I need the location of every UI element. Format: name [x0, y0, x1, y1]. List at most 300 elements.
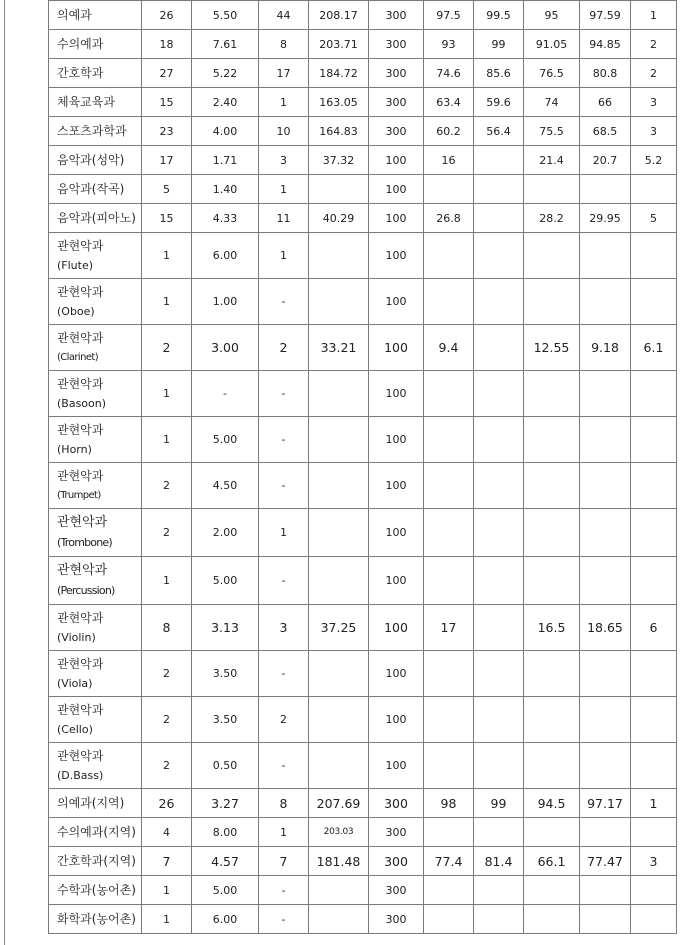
- value-cell: 4.50: [192, 463, 259, 509]
- value-cell: [524, 233, 580, 279]
- value-cell: 1: [259, 175, 309, 204]
- value-cell: [309, 651, 369, 697]
- value-cell: 26: [142, 789, 192, 818]
- value-cell: [631, 697, 677, 743]
- department-name: 스포츠과학과: [57, 124, 127, 138]
- value-cell: 5: [631, 204, 677, 233]
- department-name-cell: [49, 847, 142, 876]
- department-name: 관현악과: [57, 422, 104, 437]
- value-cell: 207.69: [309, 789, 369, 818]
- value-cell: [424, 233, 474, 279]
- value-cell: [631, 743, 677, 789]
- value-cell: -: [259, 279, 309, 325]
- value-cell: [309, 876, 369, 905]
- value-cell: 2: [631, 59, 677, 88]
- value-cell: 208.17: [309, 1, 369, 30]
- value-cell: 99: [474, 30, 524, 59]
- value-cell: [580, 557, 631, 605]
- value-cell: 2: [259, 697, 309, 743]
- value-cell: 21.4: [524, 146, 580, 175]
- value-cell: -: [259, 743, 309, 789]
- value-cell: 20.7: [580, 146, 631, 175]
- table-row: [49, 557, 677, 605]
- value-cell: [524, 905, 580, 934]
- department-name-cell: [49, 651, 142, 697]
- table-row: [49, 325, 677, 371]
- table-row: [49, 463, 677, 509]
- value-cell: 0.50: [192, 743, 259, 789]
- value-cell: 10: [259, 117, 309, 146]
- value-cell: 100: [369, 279, 424, 325]
- value-cell: 5.50: [192, 1, 259, 30]
- value-cell: 94.85: [580, 30, 631, 59]
- value-cell: [474, 818, 524, 847]
- value-cell: 1: [259, 818, 309, 847]
- value-cell: 300: [369, 30, 424, 59]
- value-cell: [631, 557, 677, 605]
- value-cell: [424, 557, 474, 605]
- department-subtitle: (D.Bass): [57, 768, 104, 782]
- value-cell: 1: [631, 789, 677, 818]
- value-cell: 8: [142, 605, 192, 651]
- value-cell: 203.03: [309, 818, 369, 847]
- value-cell: 6.00: [192, 905, 259, 934]
- value-cell: [424, 697, 474, 743]
- value-cell: [524, 509, 580, 557]
- value-cell: 8: [259, 30, 309, 59]
- value-cell: 27: [142, 59, 192, 88]
- department-name: 관현악과: [57, 468, 104, 483]
- admission-results-table: [48, 0, 677, 934]
- value-cell: 6.00: [192, 233, 259, 279]
- value-cell: 1: [142, 233, 192, 279]
- value-cell: 3.27: [192, 789, 259, 818]
- department-name-cell: [49, 697, 142, 743]
- value-cell: 99: [474, 789, 524, 818]
- value-cell: 100: [369, 204, 424, 233]
- value-cell: [524, 371, 580, 417]
- department-name: 간호학과: [57, 66, 104, 80]
- value-cell: 1.00: [192, 279, 259, 325]
- value-cell: 11: [259, 204, 309, 233]
- table-row: [49, 876, 677, 905]
- value-cell: [631, 233, 677, 279]
- value-cell: 300: [369, 88, 424, 117]
- value-cell: 4: [142, 818, 192, 847]
- table-row: [49, 847, 677, 876]
- value-cell: 2: [259, 325, 309, 371]
- department-name: 관현악과: [57, 514, 108, 530]
- table-row: [49, 88, 677, 117]
- department-name: 체육교육과: [57, 95, 115, 109]
- value-cell: 44: [259, 1, 309, 30]
- value-cell: [631, 417, 677, 463]
- value-cell: 94.5: [524, 789, 580, 818]
- value-cell: 300: [369, 1, 424, 30]
- value-cell: 184.72: [309, 59, 369, 88]
- value-cell: 16.5: [524, 605, 580, 651]
- value-cell: 3.00: [192, 325, 259, 371]
- value-cell: 12.55: [524, 325, 580, 371]
- value-cell: 3: [631, 847, 677, 876]
- department-name-cell: [49, 325, 142, 371]
- department-name-cell: [49, 146, 142, 175]
- value-cell: -: [192, 371, 259, 417]
- value-cell: 98: [424, 789, 474, 818]
- department-subtitle: (Clarinet): [57, 351, 98, 363]
- value-cell: 2: [142, 697, 192, 743]
- value-cell: 100: [369, 146, 424, 175]
- value-cell: 300: [369, 847, 424, 876]
- department-subtitle: (Percussion): [57, 583, 115, 597]
- value-cell: 59.6: [474, 88, 524, 117]
- value-cell: 1: [259, 88, 309, 117]
- value-cell: [474, 743, 524, 789]
- department-subtitle: (Viola): [57, 676, 93, 690]
- value-cell: [424, 463, 474, 509]
- value-cell: 4.00: [192, 117, 259, 146]
- department-name: 관현악과: [57, 376, 104, 391]
- value-cell: 97.5: [424, 1, 474, 30]
- value-cell: 28.2: [524, 204, 580, 233]
- department-name: 관현악과: [57, 656, 104, 671]
- value-cell: 1.40: [192, 175, 259, 204]
- table-row: [49, 605, 677, 651]
- value-cell: [580, 743, 631, 789]
- value-cell: [424, 175, 474, 204]
- table-row: [49, 651, 677, 697]
- value-cell: [524, 743, 580, 789]
- department-name: 수의예과: [57, 37, 104, 51]
- value-cell: 3.13: [192, 605, 259, 651]
- value-cell: 163.05: [309, 88, 369, 117]
- value-cell: 15: [142, 88, 192, 117]
- value-cell: 300: [369, 876, 424, 905]
- value-cell: 100: [369, 557, 424, 605]
- department-subtitle: (Oboe): [57, 304, 95, 318]
- department-name: 관현악과: [57, 330, 104, 345]
- department-name: 관현악과: [57, 702, 104, 717]
- value-cell: 9.4: [424, 325, 474, 371]
- value-cell: 4.57: [192, 847, 259, 876]
- department-name: 간호학과(지역): [57, 854, 136, 868]
- value-cell: [580, 463, 631, 509]
- value-cell: [309, 463, 369, 509]
- value-cell: 5.2: [631, 146, 677, 175]
- value-cell: 16: [424, 146, 474, 175]
- department-name-cell: [49, 204, 142, 233]
- value-cell: 2: [142, 509, 192, 557]
- value-cell: 5.22: [192, 59, 259, 88]
- value-cell: [580, 905, 631, 934]
- value-cell: 100: [369, 651, 424, 697]
- table-row: [49, 279, 677, 325]
- value-cell: -: [259, 905, 309, 934]
- value-cell: [580, 876, 631, 905]
- value-cell: -: [259, 417, 309, 463]
- value-cell: [524, 651, 580, 697]
- value-cell: 2: [142, 325, 192, 371]
- department-name-cell: [49, 818, 142, 847]
- table-row: [49, 233, 677, 279]
- department-name-cell: [49, 509, 142, 557]
- table-row: [49, 417, 677, 463]
- department-name-cell: [49, 233, 142, 279]
- value-cell: [631, 905, 677, 934]
- value-cell: [309, 743, 369, 789]
- value-cell: 3: [631, 117, 677, 146]
- table-body: [49, 1, 677, 934]
- value-cell: [474, 175, 524, 204]
- department-name-cell: [49, 417, 142, 463]
- department-name: 관현악과: [57, 748, 104, 763]
- value-cell: 75.5: [524, 117, 580, 146]
- value-cell: 3.50: [192, 651, 259, 697]
- value-cell: 74: [524, 88, 580, 117]
- value-cell: 95: [524, 1, 580, 30]
- left-border-line: [4, 0, 5, 945]
- department-subtitle: (Trumpet): [57, 489, 101, 501]
- value-cell: [474, 557, 524, 605]
- value-cell: [631, 651, 677, 697]
- value-cell: 203.71: [309, 30, 369, 59]
- value-cell: [580, 371, 631, 417]
- value-cell: 37.25: [309, 605, 369, 651]
- department-subtitle: (Horn): [57, 442, 92, 456]
- department-name: 의예과: [57, 8, 92, 22]
- value-cell: [424, 743, 474, 789]
- value-cell: 1: [142, 557, 192, 605]
- value-cell: 68.5: [580, 117, 631, 146]
- value-cell: 18: [142, 30, 192, 59]
- value-cell: 181.48: [309, 847, 369, 876]
- value-cell: [474, 146, 524, 175]
- value-cell: [424, 417, 474, 463]
- value-cell: 66: [580, 88, 631, 117]
- value-cell: 76.5: [524, 59, 580, 88]
- value-cell: 3: [259, 146, 309, 175]
- value-cell: 93: [424, 30, 474, 59]
- value-cell: [474, 876, 524, 905]
- department-name: 의예과(지역): [57, 796, 125, 810]
- department-name-cell: [49, 117, 142, 146]
- department-subtitle: (Flute): [57, 258, 94, 272]
- value-cell: [424, 371, 474, 417]
- department-subtitle: (Basoon): [57, 396, 107, 410]
- value-cell: -: [259, 876, 309, 905]
- value-cell: 63.4: [424, 88, 474, 117]
- value-cell: 6.1: [631, 325, 677, 371]
- value-cell: 5.00: [192, 417, 259, 463]
- value-cell: 60.2: [424, 117, 474, 146]
- value-cell: 100: [369, 371, 424, 417]
- department-name-cell: [49, 905, 142, 934]
- value-cell: [474, 417, 524, 463]
- value-cell: 2.00: [192, 509, 259, 557]
- value-cell: 91.05: [524, 30, 580, 59]
- value-cell: 1: [142, 417, 192, 463]
- department-name-cell: [49, 59, 142, 88]
- value-cell: [424, 651, 474, 697]
- table-row: [49, 371, 677, 417]
- value-cell: 17: [259, 59, 309, 88]
- department-name-cell: [49, 279, 142, 325]
- value-cell: 7.61: [192, 30, 259, 59]
- value-cell: 100: [369, 233, 424, 279]
- department-name: 수의예과(지역): [57, 825, 136, 839]
- value-cell: [309, 371, 369, 417]
- value-cell: [309, 175, 369, 204]
- value-cell: 26: [142, 1, 192, 30]
- department-name-cell: [49, 605, 142, 651]
- value-cell: 1: [142, 279, 192, 325]
- value-cell: 1: [142, 371, 192, 417]
- value-cell: -: [259, 463, 309, 509]
- value-cell: 164.83: [309, 117, 369, 146]
- department-name-cell: [49, 876, 142, 905]
- value-cell: [524, 463, 580, 509]
- value-cell: 1: [142, 905, 192, 934]
- value-cell: [524, 557, 580, 605]
- value-cell: [474, 371, 524, 417]
- table-row: [49, 175, 677, 204]
- value-cell: [580, 233, 631, 279]
- value-cell: 300: [369, 59, 424, 88]
- value-cell: 2: [142, 743, 192, 789]
- department-name: 음악과(피아노): [57, 211, 136, 225]
- value-cell: 7: [259, 847, 309, 876]
- value-cell: 4.33: [192, 204, 259, 233]
- value-cell: [524, 697, 580, 743]
- table-row: [49, 818, 677, 847]
- value-cell: 2: [142, 651, 192, 697]
- value-cell: 8: [259, 789, 309, 818]
- value-cell: 100: [369, 463, 424, 509]
- department-name-cell: [49, 743, 142, 789]
- value-cell: [631, 818, 677, 847]
- value-cell: [631, 371, 677, 417]
- value-cell: 9.18: [580, 325, 631, 371]
- department-name: 수학과(농어촌): [57, 883, 136, 897]
- department-name: 관현악과: [57, 610, 104, 625]
- value-cell: 97.17: [580, 789, 631, 818]
- value-cell: 300: [369, 117, 424, 146]
- department-name-cell: [49, 789, 142, 818]
- value-cell: [524, 279, 580, 325]
- value-cell: 17: [142, 146, 192, 175]
- value-cell: [474, 233, 524, 279]
- value-cell: [424, 509, 474, 557]
- table-row: [49, 30, 677, 59]
- value-cell: 5.00: [192, 557, 259, 605]
- value-cell: 300: [369, 789, 424, 818]
- value-cell: [474, 905, 524, 934]
- department-name-cell: [49, 557, 142, 605]
- value-cell: 6: [631, 605, 677, 651]
- table-row: [49, 905, 677, 934]
- department-name-cell: [49, 88, 142, 117]
- table-row: [49, 146, 677, 175]
- value-cell: [474, 651, 524, 697]
- value-cell: [524, 876, 580, 905]
- value-cell: 100: [369, 743, 424, 789]
- value-cell: 77.47: [580, 847, 631, 876]
- value-cell: 29.95: [580, 204, 631, 233]
- value-cell: 2: [142, 463, 192, 509]
- table-row: [49, 509, 677, 557]
- department-subtitle: (Violin): [57, 630, 96, 644]
- value-cell: 1: [259, 509, 309, 557]
- value-cell: [309, 509, 369, 557]
- value-cell: [309, 557, 369, 605]
- value-cell: [424, 905, 474, 934]
- value-cell: [580, 417, 631, 463]
- table-row: [49, 59, 677, 88]
- value-cell: [424, 818, 474, 847]
- department-name-cell: [49, 175, 142, 204]
- value-cell: [309, 233, 369, 279]
- value-cell: 300: [369, 818, 424, 847]
- value-cell: [474, 605, 524, 651]
- value-cell: 3.50: [192, 697, 259, 743]
- value-cell: [580, 651, 631, 697]
- department-name-cell: [49, 30, 142, 59]
- value-cell: 18.65: [580, 605, 631, 651]
- department-name-cell: [49, 463, 142, 509]
- department-name-cell: [49, 371, 142, 417]
- table-row: [49, 204, 677, 233]
- table-row: [49, 117, 677, 146]
- value-cell: 3: [631, 88, 677, 117]
- value-cell: 23: [142, 117, 192, 146]
- value-cell: 2: [631, 30, 677, 59]
- value-cell: -: [259, 557, 309, 605]
- value-cell: 80.8: [580, 59, 631, 88]
- department-name: 화학과(농어촌): [57, 912, 136, 926]
- department-subtitle: (Cello): [57, 722, 93, 736]
- value-cell: 300: [369, 905, 424, 934]
- value-cell: 100: [369, 325, 424, 371]
- value-cell: 99.5: [474, 1, 524, 30]
- value-cell: [580, 175, 631, 204]
- value-cell: [474, 279, 524, 325]
- value-cell: 1.71: [192, 146, 259, 175]
- department-name: 관현악과: [57, 284, 104, 299]
- value-cell: 3: [259, 605, 309, 651]
- value-cell: 7: [142, 847, 192, 876]
- value-cell: 1: [259, 233, 309, 279]
- table-row: [49, 743, 677, 789]
- value-cell: [309, 905, 369, 934]
- value-cell: [309, 279, 369, 325]
- value-cell: 5: [142, 175, 192, 204]
- value-cell: [631, 175, 677, 204]
- value-cell: 74.6: [424, 59, 474, 88]
- department-name: 음악과(작곡): [57, 182, 125, 196]
- table-row: [49, 789, 677, 818]
- value-cell: [631, 279, 677, 325]
- department-name: 음악과(성악): [57, 153, 125, 167]
- department-name: 관현악과: [57, 562, 108, 578]
- value-cell: 100: [369, 417, 424, 463]
- value-cell: 100: [369, 509, 424, 557]
- value-cell: 8.00: [192, 818, 259, 847]
- table-row: [49, 1, 677, 30]
- value-cell: 97.59: [580, 1, 631, 30]
- value-cell: [631, 509, 677, 557]
- value-cell: [424, 876, 474, 905]
- value-cell: [580, 279, 631, 325]
